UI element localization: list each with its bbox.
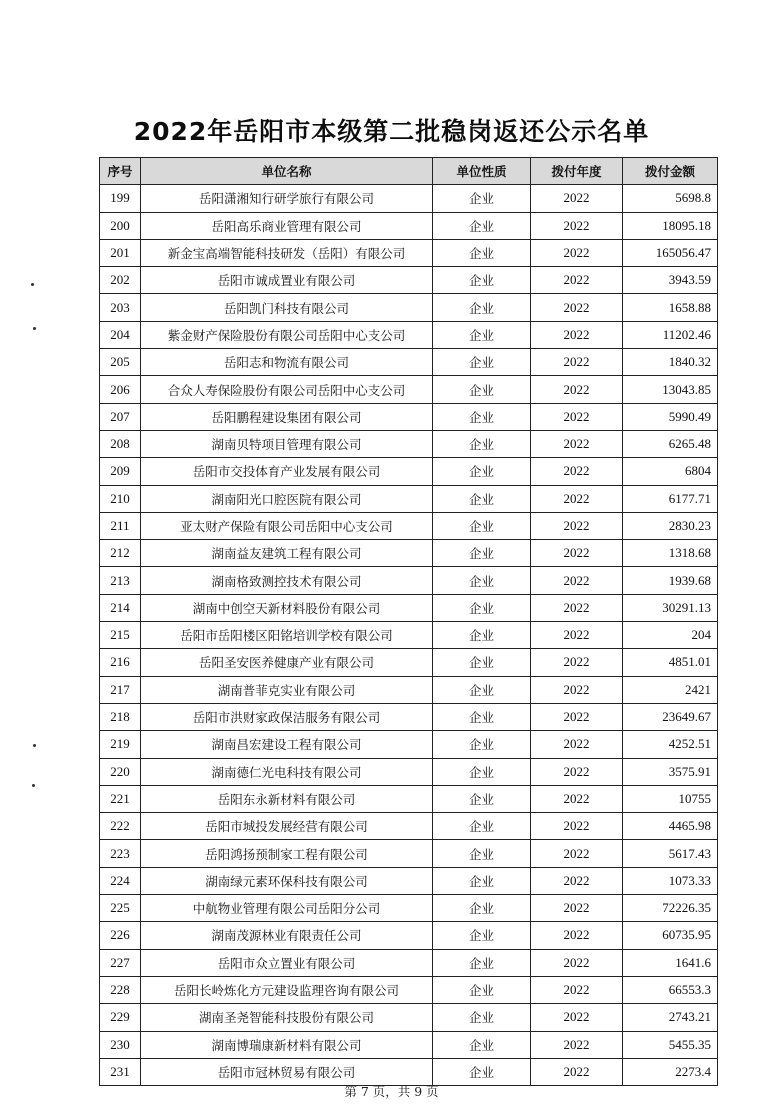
row-index: 200	[100, 212, 141, 239]
entity-type: 企业	[433, 567, 531, 594]
table-row	[100, 349, 718, 376]
company-name: 岳阳圣安医养健康产业有限公司	[141, 649, 433, 676]
entity-type: 企业	[433, 430, 531, 457]
column-header-index: 序号	[100, 158, 141, 185]
company-name: 岳阳市洪财家政保洁服务有限公司	[141, 703, 433, 730]
company-name: 岳阳志和物流有限公司	[141, 349, 433, 376]
table-row	[100, 676, 718, 703]
row-index: 228	[100, 976, 141, 1003]
payment-amount: 5455.35	[623, 1031, 718, 1058]
payment-amount: 4252.51	[623, 731, 718, 758]
table-row	[100, 703, 718, 730]
row-index: 226	[100, 922, 141, 949]
payment-amount: 1939.68	[623, 567, 718, 594]
entity-type: 企业	[433, 185, 531, 212]
payment-amount: 1658.88	[623, 294, 718, 321]
company-name: 湖南圣尧智能科技股份有限公司	[141, 1004, 433, 1031]
entity-type: 企业	[433, 1058, 531, 1085]
company-name: 岳阳鹏程建设集团有限公司	[141, 403, 433, 430]
payment-year: 2022	[531, 622, 623, 649]
entity-type: 企业	[433, 267, 531, 294]
company-name: 湖南格致测控技术有限公司	[141, 567, 433, 594]
row-index: 229	[100, 1004, 141, 1031]
row-index: 206	[100, 376, 141, 403]
entity-type: 企业	[433, 840, 531, 867]
payment-year: 2022	[531, 485, 623, 512]
entity-type: 企业	[433, 321, 531, 348]
entity-type: 企业	[433, 758, 531, 785]
payment-amount: 2421	[623, 676, 718, 703]
row-index: 224	[100, 867, 141, 894]
row-index: 199	[100, 185, 141, 212]
payment-year: 2022	[531, 676, 623, 703]
payment-amount: 165056.47	[623, 239, 718, 266]
company-name: 湖南博瑞康新材料有限公司	[141, 1031, 433, 1058]
table-row	[100, 785, 718, 812]
scan-speck	[31, 283, 34, 286]
column-header-year: 拨付年度	[531, 158, 623, 185]
company-name: 岳阳市岳阳楼区阳铭培训学校有限公司	[141, 622, 433, 649]
company-name: 岳阳鸿扬预制家工程有限公司	[141, 840, 433, 867]
entity-type: 企业	[433, 922, 531, 949]
table-row	[100, 458, 718, 485]
entity-type: 企业	[433, 813, 531, 840]
row-index: 218	[100, 703, 141, 730]
entity-type: 企业	[433, 676, 531, 703]
payment-year: 2022	[531, 594, 623, 621]
table-row	[100, 239, 718, 266]
row-index: 205	[100, 349, 141, 376]
payment-year: 2022	[531, 267, 623, 294]
entity-type: 企业	[433, 212, 531, 239]
company-name: 岳阳东永新材料有限公司	[141, 785, 433, 812]
payment-amount: 11202.46	[623, 321, 718, 348]
payment-amount: 1073.33	[623, 867, 718, 894]
payment-amount: 6265.48	[623, 430, 718, 457]
table-row	[100, 949, 718, 976]
table-row	[100, 212, 718, 239]
payment-amount: 2743.21	[623, 1004, 718, 1031]
table-row	[100, 321, 718, 348]
entity-type: 企业	[433, 485, 531, 512]
payment-year: 2022	[531, 813, 623, 840]
table-row	[100, 567, 718, 594]
payment-amount: 66553.3	[623, 976, 718, 1003]
payment-year: 2022	[531, 1004, 623, 1031]
company-name: 亚太财产保险有限公司岳阳中心支公司	[141, 512, 433, 539]
table-row	[100, 813, 718, 840]
table-row	[100, 430, 718, 457]
row-index: 231	[100, 1058, 141, 1085]
row-index: 227	[100, 949, 141, 976]
company-name: 岳阳长岭炼化方元建设监理咨询有限公司	[141, 976, 433, 1003]
table-row	[100, 867, 718, 894]
row-index: 214	[100, 594, 141, 621]
payment-amount: 4851.01	[623, 649, 718, 676]
payment-amount: 6804	[623, 458, 718, 485]
scan-speck	[32, 784, 35, 787]
payment-year: 2022	[531, 212, 623, 239]
payment-amount: 4465.98	[623, 813, 718, 840]
payment-amount: 1641.6	[623, 949, 718, 976]
company-name: 湖南昌宏建设工程有限公司	[141, 731, 433, 758]
table-row	[100, 731, 718, 758]
payment-year: 2022	[531, 895, 623, 922]
payment-year: 2022	[531, 703, 623, 730]
entity-type: 企业	[433, 1031, 531, 1058]
column-header-type: 单位性质	[433, 158, 531, 185]
entity-type: 企业	[433, 239, 531, 266]
table-row	[100, 403, 718, 430]
row-index: 217	[100, 676, 141, 703]
payment-year: 2022	[531, 239, 623, 266]
payment-year: 2022	[531, 349, 623, 376]
table-row	[100, 1031, 718, 1058]
company-name: 新金宝高端智能科技研发（岳阳）有限公司	[141, 239, 433, 266]
entity-type: 企业	[433, 731, 531, 758]
entity-type: 企业	[433, 403, 531, 430]
row-index: 208	[100, 430, 141, 457]
payment-year: 2022	[531, 731, 623, 758]
entity-type: 企业	[433, 785, 531, 812]
table-row	[100, 294, 718, 321]
payment-amount: 30291.13	[623, 594, 718, 621]
company-name: 岳阳市冠林贸易有限公司	[141, 1058, 433, 1085]
payment-year: 2022	[531, 430, 623, 457]
row-index: 209	[100, 458, 141, 485]
payment-amount: 18095.18	[623, 212, 718, 239]
row-index: 221	[100, 785, 141, 812]
entity-type: 企业	[433, 622, 531, 649]
table-row	[100, 185, 718, 212]
table-row	[100, 622, 718, 649]
company-name: 湖南德仁光电科技有限公司	[141, 758, 433, 785]
entity-type: 企业	[433, 376, 531, 403]
payment-amount: 5990.49	[623, 403, 718, 430]
payment-amount: 2830.23	[623, 512, 718, 539]
company-name: 岳阳市交投体育产业发展有限公司	[141, 458, 433, 485]
company-name: 湖南中创空天新材料股份有限公司	[141, 594, 433, 621]
company-name: 湖南阳光口腔医院有限公司	[141, 485, 433, 512]
payment-year: 2022	[531, 321, 623, 348]
table-row	[100, 1004, 718, 1031]
company-name: 岳阳市城投发展经营有限公司	[141, 813, 433, 840]
payment-amount: 5698.8	[623, 185, 718, 212]
column-header-company: 单位名称	[141, 158, 433, 185]
row-index: 212	[100, 540, 141, 567]
entity-type: 企业	[433, 867, 531, 894]
table-row	[100, 895, 718, 922]
payment-year: 2022	[531, 976, 623, 1003]
table-row	[100, 840, 718, 867]
payment-year: 2022	[531, 458, 623, 485]
row-index: 202	[100, 267, 141, 294]
company-name: 湖南绿元素环保科技有限公司	[141, 867, 433, 894]
row-index: 201	[100, 239, 141, 266]
row-index: 216	[100, 649, 141, 676]
scan-speck	[33, 327, 36, 330]
payment-amount: 3575.91	[623, 758, 718, 785]
payment-year: 2022	[531, 294, 623, 321]
table-row	[100, 594, 718, 621]
entity-type: 企业	[433, 594, 531, 621]
entity-type: 企业	[433, 949, 531, 976]
payment-amount: 5617.43	[623, 840, 718, 867]
column-header-amount: 拨付金额	[623, 158, 718, 185]
table-row	[100, 976, 718, 1003]
payment-amount: 72226.35	[623, 895, 718, 922]
payment-year: 2022	[531, 949, 623, 976]
payment-year: 2022	[531, 840, 623, 867]
scan-speck	[33, 744, 36, 747]
row-index: 230	[100, 1031, 141, 1058]
page-number: 第 7 页，共 9 页	[344, 1084, 439, 1099]
entity-type: 企业	[433, 294, 531, 321]
table-row	[100, 376, 718, 403]
payment-year: 2022	[531, 922, 623, 949]
payment-year: 2022	[531, 649, 623, 676]
payment-amount: 204	[623, 622, 718, 649]
company-name: 湖南益友建筑工程有限公司	[141, 540, 433, 567]
entity-type: 企业	[433, 649, 531, 676]
table-row	[100, 512, 718, 539]
row-index: 213	[100, 567, 141, 594]
entity-type: 企业	[433, 540, 531, 567]
company-name: 岳阳凯门科技有限公司	[141, 294, 433, 321]
company-name: 湖南茂源林业有限责任公司	[141, 922, 433, 949]
payment-year: 2022	[531, 540, 623, 567]
company-name: 岳阳市诚成置业有限公司	[141, 267, 433, 294]
row-index: 222	[100, 813, 141, 840]
row-index: 211	[100, 512, 141, 539]
payment-amount: 2273.4	[623, 1058, 718, 1085]
payment-year: 2022	[531, 785, 623, 812]
entity-type: 企业	[433, 976, 531, 1003]
recipient-table	[99, 157, 718, 1086]
row-index: 204	[100, 321, 141, 348]
company-name: 紫金财产保险股份有限公司岳阳中心支公司	[141, 321, 433, 348]
company-name: 岳阳市众立置业有限公司	[141, 949, 433, 976]
entity-type: 企业	[433, 1004, 531, 1031]
page-title: 2022年岳阳市本级第二批稳岗返还公示名单	[133, 117, 650, 146]
company-name: 湖南普菲克实业有限公司	[141, 676, 433, 703]
entity-type: 企业	[433, 458, 531, 485]
entity-type: 企业	[433, 895, 531, 922]
company-name: 合众人寿保险股份有限公司岳阳中心支公司	[141, 376, 433, 403]
payment-year: 2022	[531, 403, 623, 430]
entity-type: 企业	[433, 349, 531, 376]
payment-year: 2022	[531, 185, 623, 212]
company-name: 湖南贝特项目管理有限公司	[141, 430, 433, 457]
row-index: 207	[100, 403, 141, 430]
row-index: 220	[100, 758, 141, 785]
payment-amount: 13043.85	[623, 376, 718, 403]
entity-type: 企业	[433, 512, 531, 539]
row-index: 203	[100, 294, 141, 321]
company-name: 岳阳高乐商业管理有限公司	[141, 212, 433, 239]
payment-year: 2022	[531, 567, 623, 594]
payment-amount: 6177.71	[623, 485, 718, 512]
table-row	[100, 758, 718, 785]
company-name: 岳阳潇湘知行研学旅行有限公司	[141, 185, 433, 212]
payment-amount: 60735.95	[623, 922, 718, 949]
table-row	[100, 540, 718, 567]
table-row	[100, 922, 718, 949]
row-index: 210	[100, 485, 141, 512]
company-name: 中航物业管理有限公司岳阳分公司	[141, 895, 433, 922]
table-row	[100, 485, 718, 512]
row-index: 215	[100, 622, 141, 649]
table-header-row	[100, 158, 718, 185]
row-index: 223	[100, 840, 141, 867]
row-index: 219	[100, 731, 141, 758]
payment-year: 2022	[531, 1058, 623, 1085]
payment-year: 2022	[531, 376, 623, 403]
table-row	[100, 649, 718, 676]
payment-amount: 23649.67	[623, 703, 718, 730]
payment-year: 2022	[531, 758, 623, 785]
table-row	[100, 267, 718, 294]
payment-amount: 1318.68	[623, 540, 718, 567]
row-index: 225	[100, 895, 141, 922]
payment-year: 2022	[531, 1031, 623, 1058]
payment-year: 2022	[531, 867, 623, 894]
payment-year: 2022	[531, 512, 623, 539]
payment-amount: 1840.32	[623, 349, 718, 376]
payment-amount: 3943.59	[623, 267, 718, 294]
entity-type: 企业	[433, 703, 531, 730]
payment-amount: 10755	[623, 785, 718, 812]
